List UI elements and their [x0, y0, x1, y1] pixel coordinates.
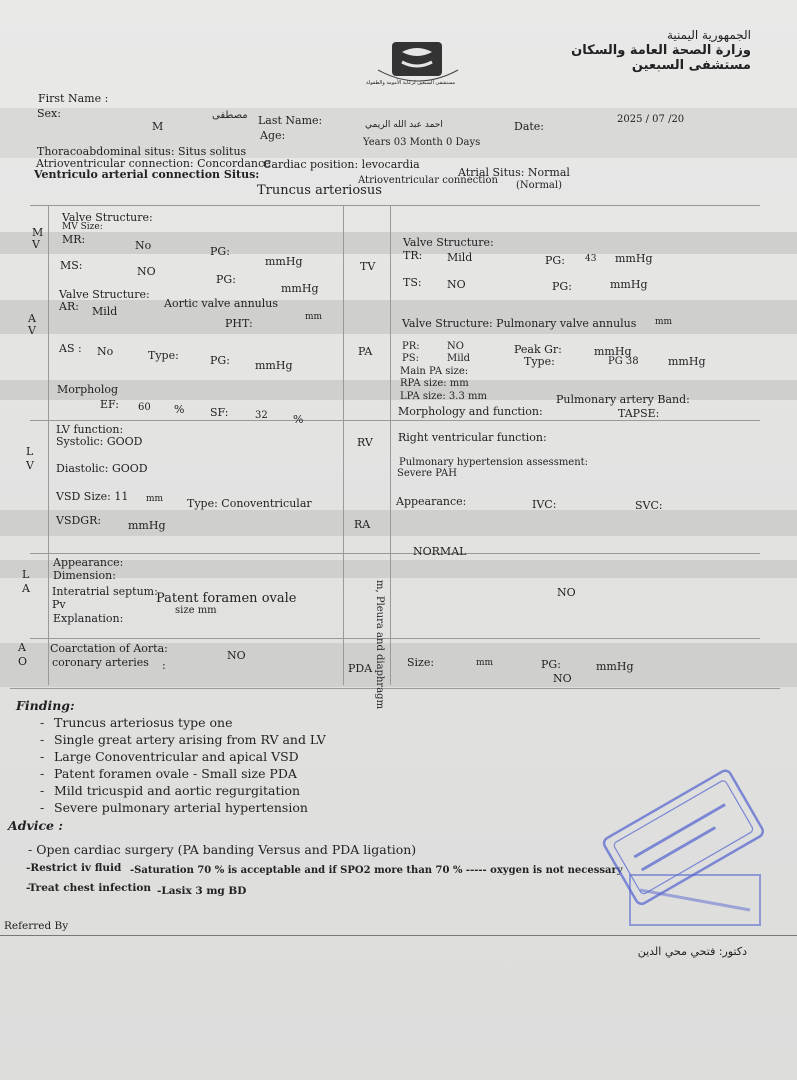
mr-value: No — [135, 239, 152, 252]
ms-label: MS: — [60, 259, 83, 272]
pa-mm: mm — [655, 317, 673, 327]
ps-value: Mild — [447, 353, 471, 364]
as-label: AS : — [59, 342, 82, 355]
finding-item: - Severe pulmonary arterial hypertension — [36, 799, 326, 816]
ar-value: Mild — [92, 305, 118, 318]
pa-band-label: Pulmonary artery Band: — [556, 393, 690, 406]
av-type: Type: — [148, 349, 179, 362]
rv-function: Right ventricular function: — [398, 431, 547, 444]
la-dimension: Dimension: — [53, 569, 116, 582]
mv-band — [0, 232, 797, 254]
age-label: Age: — [260, 129, 286, 142]
mv-mmhg2: mmHg — [281, 282, 319, 295]
ef-unit: % — [174, 403, 185, 416]
peak-gr: Peak Gr: — [514, 343, 562, 356]
advice-chest: -Treat chest infection — [26, 882, 152, 894]
la-size: size mm — [175, 605, 217, 616]
ar-label: AR: — [59, 300, 79, 313]
la-pv: Pv — [52, 598, 66, 611]
pa-type: Type: — [524, 355, 555, 368]
av-side-v: V — [28, 324, 36, 337]
pda-mm: mm — [476, 658, 494, 668]
pda-mmhg: mmHg — [596, 660, 634, 673]
row-rule-end — [10, 688, 780, 689]
pleura-diaphragm-label: m, Pleura and diaphragm — [374, 580, 385, 710]
ts-value: NO — [447, 278, 466, 291]
septum-label: Interatrial septum: — [52, 585, 158, 598]
tv-mmhg2: mmHg — [610, 278, 648, 291]
col-divider-2 — [390, 205, 391, 685]
col-divider — [343, 205, 344, 685]
tv-mmhg1: mmHg — [615, 252, 653, 265]
ra-side: RA — [354, 518, 371, 531]
sex-value: M — [152, 120, 164, 133]
mv-pg2: PG: — [216, 273, 236, 286]
ps-label: PS: — [402, 353, 419, 364]
row-rule-la — [30, 553, 760, 554]
finding-item: - Large Conoventricular and apical VSD — [36, 748, 326, 765]
ra-normal: NORMAL — [413, 545, 467, 558]
va-connection: Ventriculo arterial connection Situs: — [34, 168, 260, 181]
tv-pg1: PG: — [545, 254, 565, 267]
la-explanation: Explanation: — [53, 612, 124, 625]
vsd-band — [0, 510, 797, 536]
severe-pah: Severe PAH — [397, 468, 457, 479]
lpa: LPA size: 3.3 mm — [400, 391, 487, 402]
la-appearance: Appearance: — [53, 556, 124, 569]
ts-label: TS: — [403, 276, 422, 289]
rpa: RPA size: mm — [400, 378, 469, 389]
morpholog: Morpholog — [57, 383, 119, 396]
first-name-label: First Name : — [38, 92, 109, 105]
finding-item: - Mild tricuspid and aortic regurgitation — [36, 782, 326, 799]
pa-valve-structure: Valve Structure: Pulmonary valve annulus — [402, 317, 637, 330]
la-side-l: L — [22, 568, 30, 581]
truncus-label: Truncus arteriosus — [257, 183, 382, 198]
tv-pg2: PG: — [552, 280, 572, 293]
first-name-value: مصطفى — [212, 110, 248, 121]
sex-label: Sex: — [37, 107, 61, 120]
mv-side-m: M — [32, 226, 44, 239]
ministry-header — [571, 28, 751, 73]
tv-side: TV — [360, 260, 376, 273]
pulm-htn: Pulmonary hypertension assessment: — [399, 457, 589, 468]
last-name-value: احمد عبد الله الريمي — [365, 120, 443, 130]
date-label: Date: — [514, 120, 545, 133]
vsd-size: VSD Size: 11 — [56, 490, 129, 503]
av-band — [0, 300, 797, 334]
pa-side: PA — [358, 345, 373, 358]
finding-item: - Truncus arteriosus type one — [36, 714, 326, 731]
finding-item: - Patent foramen ovale - Small size PDA — [36, 765, 326, 782]
mv-size: MV Size: — [62, 222, 103, 232]
mv-mmhg1: mmHg — [265, 255, 303, 268]
last-name-label: Last Name: — [258, 114, 323, 127]
sf-value: 32 — [255, 410, 268, 421]
vsdgr: VSDGR: — [56, 514, 102, 527]
atrial-situs: Atrial Situs: Normal — [458, 166, 570, 179]
av-valve-structure: Valve Structure: — [59, 288, 150, 301]
coronary: coronary arteries — [52, 656, 149, 669]
ef-value: 60 — [138, 402, 151, 413]
advice-line-1: - Open cardiac surgery (PA banding Versus and PDA ligation) — [28, 842, 417, 857]
finding-title: Finding: — [16, 698, 75, 713]
pa-pg-value: PG 38 — [608, 356, 639, 367]
date-value: 2025 / 07 /20 — [617, 114, 685, 125]
la-side-a: A — [22, 582, 30, 595]
tv-valve-structure: Valve Structure: — [403, 236, 494, 249]
av-mmhg: mmHg — [255, 359, 293, 372]
age-value: Years 03 Month 0 Days — [363, 137, 481, 148]
referred-by: Referred By — [4, 920, 69, 932]
av-annulus: Aortic valve annulus — [164, 297, 278, 310]
thoraco-situs: Thoracoabdominal situs: Situs solitus — [37, 145, 247, 158]
ms-value: NO — [137, 265, 156, 278]
mv-side-v: V — [32, 238, 40, 251]
systolic: Systolic: GOOD — [56, 435, 143, 448]
cardiac-position: Cardiac position: levocardia — [263, 158, 420, 171]
ao-side-a: A — [18, 641, 26, 654]
peak-mmhg: mmHg — [594, 345, 632, 358]
sf-unit: % — [293, 413, 304, 426]
la-no: NO — [557, 586, 576, 599]
mv-pg1: PG: — [210, 245, 230, 258]
ivc: IVC: — [532, 498, 557, 511]
advice-section — [8, 818, 63, 833]
finding-item: - Single great artery arising from RV and LV — [36, 731, 326, 748]
coarct-value: NO — [227, 649, 246, 662]
vsd-mm: mm — [146, 494, 164, 504]
hospital-stamp — [600, 760, 770, 930]
coarctation: Coarctation of Aorta: — [50, 642, 168, 655]
ao-side-o: O — [18, 655, 28, 668]
pr-value: NO — [447, 341, 464, 352]
main-pa: Main PA size: — [400, 366, 469, 377]
coronary-colon: : — [162, 659, 166, 672]
advice-restrict: -Restrict iv fluid — [26, 862, 122, 874]
av-side-a: A — [28, 312, 36, 325]
sf-label: SF: — [210, 406, 229, 419]
svc: SVC: — [635, 499, 663, 512]
vsdgr-mmhg: mmHg — [128, 519, 166, 532]
pda-pg: PG: — [541, 658, 561, 671]
av-pht: PHT: — [225, 317, 253, 330]
advice-title: Advice : — [8, 818, 63, 833]
av-normal: (Normal) — [516, 180, 562, 191]
tv-pg1-value: 43 — [585, 254, 597, 264]
row-rule-lv — [30, 420, 760, 421]
pda-size: Size: — [407, 656, 435, 669]
av-mm: mm — [305, 312, 323, 322]
av-connection-2: Atrioventricular connection — [358, 175, 498, 186]
rv-morphology: Morphology and function: — [398, 405, 543, 418]
row-rule — [30, 205, 760, 206]
header-line-2: وزارة الصحة العامة والسكان — [571, 43, 751, 58]
header-line-1: الجمهورية اليمنية — [666, 28, 751, 42]
septum-value: Patent foramen ovale — [156, 591, 297, 606]
mv-valve-structure: Valve Structure: — [62, 211, 153, 224]
tr-label: TR: — [403, 249, 423, 262]
row-rule-ao — [30, 638, 760, 639]
mr-label: MR: — [62, 233, 86, 246]
finding-section — [14, 697, 326, 816]
footer-rule — [0, 935, 797, 936]
header-line-3: مستشفى السبعين — [631, 58, 751, 73]
vsd-type: Type: Conoventricular — [187, 497, 312, 510]
ra-appearance: Appearance: — [396, 495, 467, 508]
lv-function: LV function: — [56, 423, 124, 436]
pa-pg-mmhg: mmHg — [668, 355, 706, 368]
diastolic: Diastolic: GOOD — [56, 462, 148, 475]
pda-no: NO — [553, 672, 572, 685]
tr-value: Mild — [447, 251, 473, 264]
as-value: No — [97, 345, 114, 358]
av-pg: PG: — [210, 354, 230, 367]
lv-side-l: L — [26, 445, 34, 458]
left-divider — [48, 205, 49, 685]
pr-label: PR: — [402, 341, 420, 352]
av-connection: Atrioventricular connection: Concordance — [36, 157, 271, 170]
advice-lasix: -Lasix 3 mg BD — [157, 885, 247, 897]
pda-side: PDA — [348, 662, 373, 675]
rv-side: RV — [357, 436, 373, 449]
advice-saturation: -Saturation 70 % is acceptable and if SPO2 more than 70 % ----- oxygen is not necessary — [130, 865, 623, 876]
ef-label: EF: — [100, 398, 119, 411]
doctor-signature: دكتور: فتحي محي الدين — [637, 945, 747, 958]
logo-caption: مستشفى السبعين لرعاية الأمومة والطفولة — [366, 80, 456, 86]
tapse: TAPSE: — [618, 407, 660, 420]
lv-side-v: V — [26, 459, 34, 472]
